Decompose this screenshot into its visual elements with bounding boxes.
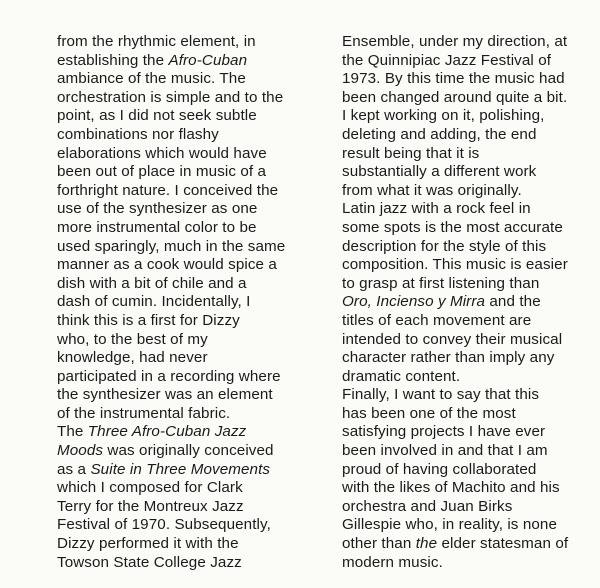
text-run: as a xyxy=(57,460,91,478)
text-run: deleting and adding, the end xyxy=(342,125,537,143)
text-run: Latin jazz with a rock feel in xyxy=(342,200,531,218)
text-line xyxy=(342,479,592,498)
text-run: from what it was originally. xyxy=(342,181,522,199)
text-line xyxy=(342,312,592,331)
text-line xyxy=(57,312,307,331)
text-line xyxy=(342,107,592,126)
text-line xyxy=(342,275,592,294)
text-line xyxy=(57,479,307,498)
text-line xyxy=(57,554,307,573)
text-run: the Quinnipiac Jazz Festival of xyxy=(342,51,552,69)
text-run: Towson State College Jazz xyxy=(57,553,242,571)
left-text-column xyxy=(57,33,307,572)
text-line xyxy=(57,423,307,442)
text-run: forthright nature. I conceived the xyxy=(57,181,279,199)
text-run: orchestration is simple and to the xyxy=(57,88,284,106)
text-line xyxy=(57,331,307,350)
text-line xyxy=(57,275,307,294)
text-run: Finally, I want to say that this xyxy=(342,386,540,404)
text-run: result being that it is xyxy=(342,144,480,162)
text-run: been changed around quite a bit. xyxy=(342,88,568,106)
text-run: proud of having collaborated xyxy=(342,460,537,478)
text-run: elder statesman of xyxy=(437,535,569,553)
text-line xyxy=(57,349,307,368)
right-text-column xyxy=(342,33,592,572)
text-line xyxy=(342,163,592,182)
text-run: more instrumental color to be xyxy=(57,218,257,236)
text-line xyxy=(342,368,592,387)
text-line xyxy=(342,89,592,108)
text-line xyxy=(57,107,307,126)
text-line xyxy=(342,516,592,535)
text-run: dramatic content. xyxy=(342,367,461,385)
text-run: elaborations which would have xyxy=(57,144,267,162)
text-run: dash of cumin. Incidentally, I xyxy=(57,293,251,311)
text-line xyxy=(342,52,592,71)
text-line xyxy=(342,219,592,238)
text-line xyxy=(57,238,307,257)
text-line xyxy=(342,256,592,275)
italic-run: Afro-Cuban xyxy=(168,51,248,69)
text-line xyxy=(57,368,307,387)
text-run: Gillespie who, in reality, is none xyxy=(342,516,558,534)
text-line xyxy=(57,516,307,535)
text-run: who, to the best of my xyxy=(57,330,208,348)
text-run: satisfying projects I have ever xyxy=(342,423,546,441)
text-line xyxy=(342,331,592,350)
text-run: which I composed for Clark xyxy=(57,479,243,497)
text-line xyxy=(342,182,592,201)
text-run: from the rhythmic element, in xyxy=(57,33,256,50)
text-line xyxy=(57,535,307,554)
text-run: Ensemble, under my direction, at xyxy=(342,33,568,50)
text-run: ambiance of the music. The xyxy=(57,70,246,88)
text-line xyxy=(57,89,307,108)
text-line xyxy=(57,405,307,424)
text-run: of the instrumental fabric. xyxy=(57,404,231,422)
text-run: I kept working on it, polishing, xyxy=(342,107,545,125)
text-run: Terry for the Montreux Jazz xyxy=(57,497,244,515)
text-line xyxy=(342,423,592,442)
text-line xyxy=(342,554,592,573)
text-line xyxy=(57,182,307,201)
text-run: was originally conceived xyxy=(103,442,274,460)
text-run: has been one of the most xyxy=(342,404,516,422)
text-line xyxy=(57,461,307,480)
text-line xyxy=(57,33,307,52)
text-run: modern music. xyxy=(342,553,443,571)
text-line xyxy=(342,126,592,145)
text-run: intended to convey their musical xyxy=(342,330,563,348)
text-run: establishing the xyxy=(57,51,169,69)
italic-run: Oro, Incienso y Mirra xyxy=(342,293,486,311)
text-line xyxy=(342,145,592,164)
text-run: substantially a different work xyxy=(342,163,537,181)
text-run: composition. This music is easier xyxy=(342,256,568,274)
text-run: some spots is the most accurate xyxy=(342,218,563,236)
text-run: The xyxy=(57,423,88,441)
text-line xyxy=(342,386,592,405)
text-line xyxy=(57,52,307,71)
text-run: 1973. By this time the music had xyxy=(342,70,565,88)
text-run: think this is a first for Dizzy xyxy=(57,311,240,329)
text-run: dish with a bit of chile and a xyxy=(57,274,247,292)
text-run: to grasp at first listening than xyxy=(342,274,540,292)
text-line xyxy=(57,145,307,164)
text-line xyxy=(342,442,592,461)
text-run: Dizzy performed it with the xyxy=(57,535,239,553)
text-run: manner as a cook would spice a xyxy=(57,256,277,274)
text-line xyxy=(57,293,307,312)
text-line xyxy=(342,461,592,480)
text-line xyxy=(57,70,307,89)
text-run: been involved in and that I am xyxy=(342,442,548,460)
italic-run: the xyxy=(415,535,438,553)
text-line xyxy=(57,200,307,219)
text-line xyxy=(57,442,307,461)
text-line xyxy=(342,535,592,554)
text-line xyxy=(57,219,307,238)
text-run: with the likes of Machito and his xyxy=(342,479,560,497)
text-run: point, as I did not seek subtle xyxy=(57,107,257,125)
text-run: use of the synthesizer as one xyxy=(57,200,258,218)
text-run: other than xyxy=(342,535,416,553)
text-line xyxy=(342,293,592,312)
text-line xyxy=(342,349,592,368)
italic-run: Suite in Three Movements xyxy=(90,460,271,478)
text-run: combinations nor flashy xyxy=(57,125,219,143)
text-run: character rather than imply any xyxy=(342,349,555,367)
text-line xyxy=(342,70,592,89)
text-run: description for the style of this xyxy=(342,237,547,255)
text-line xyxy=(57,386,307,405)
italic-run: Moods xyxy=(57,442,104,460)
text-line xyxy=(57,163,307,182)
text-run: participated in a recording where xyxy=(57,367,281,385)
text-line xyxy=(342,33,592,52)
text-run: Festival of 1970. Subsequently, xyxy=(57,516,271,534)
text-run: used sparingly, much in the same xyxy=(57,237,286,255)
text-line xyxy=(342,200,592,219)
text-run: orchestra and Juan Birks xyxy=(342,497,513,515)
text-run: the synthesizer was an element xyxy=(57,386,273,404)
text-run: titles of each movement are xyxy=(342,311,532,329)
text-run: and the xyxy=(485,293,541,311)
italic-run: Three Afro-Cuban Jazz xyxy=(87,423,247,441)
text-line xyxy=(342,238,592,257)
text-run: been out of place in music of a xyxy=(57,163,267,181)
text-line xyxy=(342,498,592,517)
text-line xyxy=(342,405,592,424)
text-run: knowledge, had never xyxy=(57,349,208,367)
text-line xyxy=(57,126,307,145)
text-line xyxy=(57,498,307,517)
text-line xyxy=(57,256,307,275)
